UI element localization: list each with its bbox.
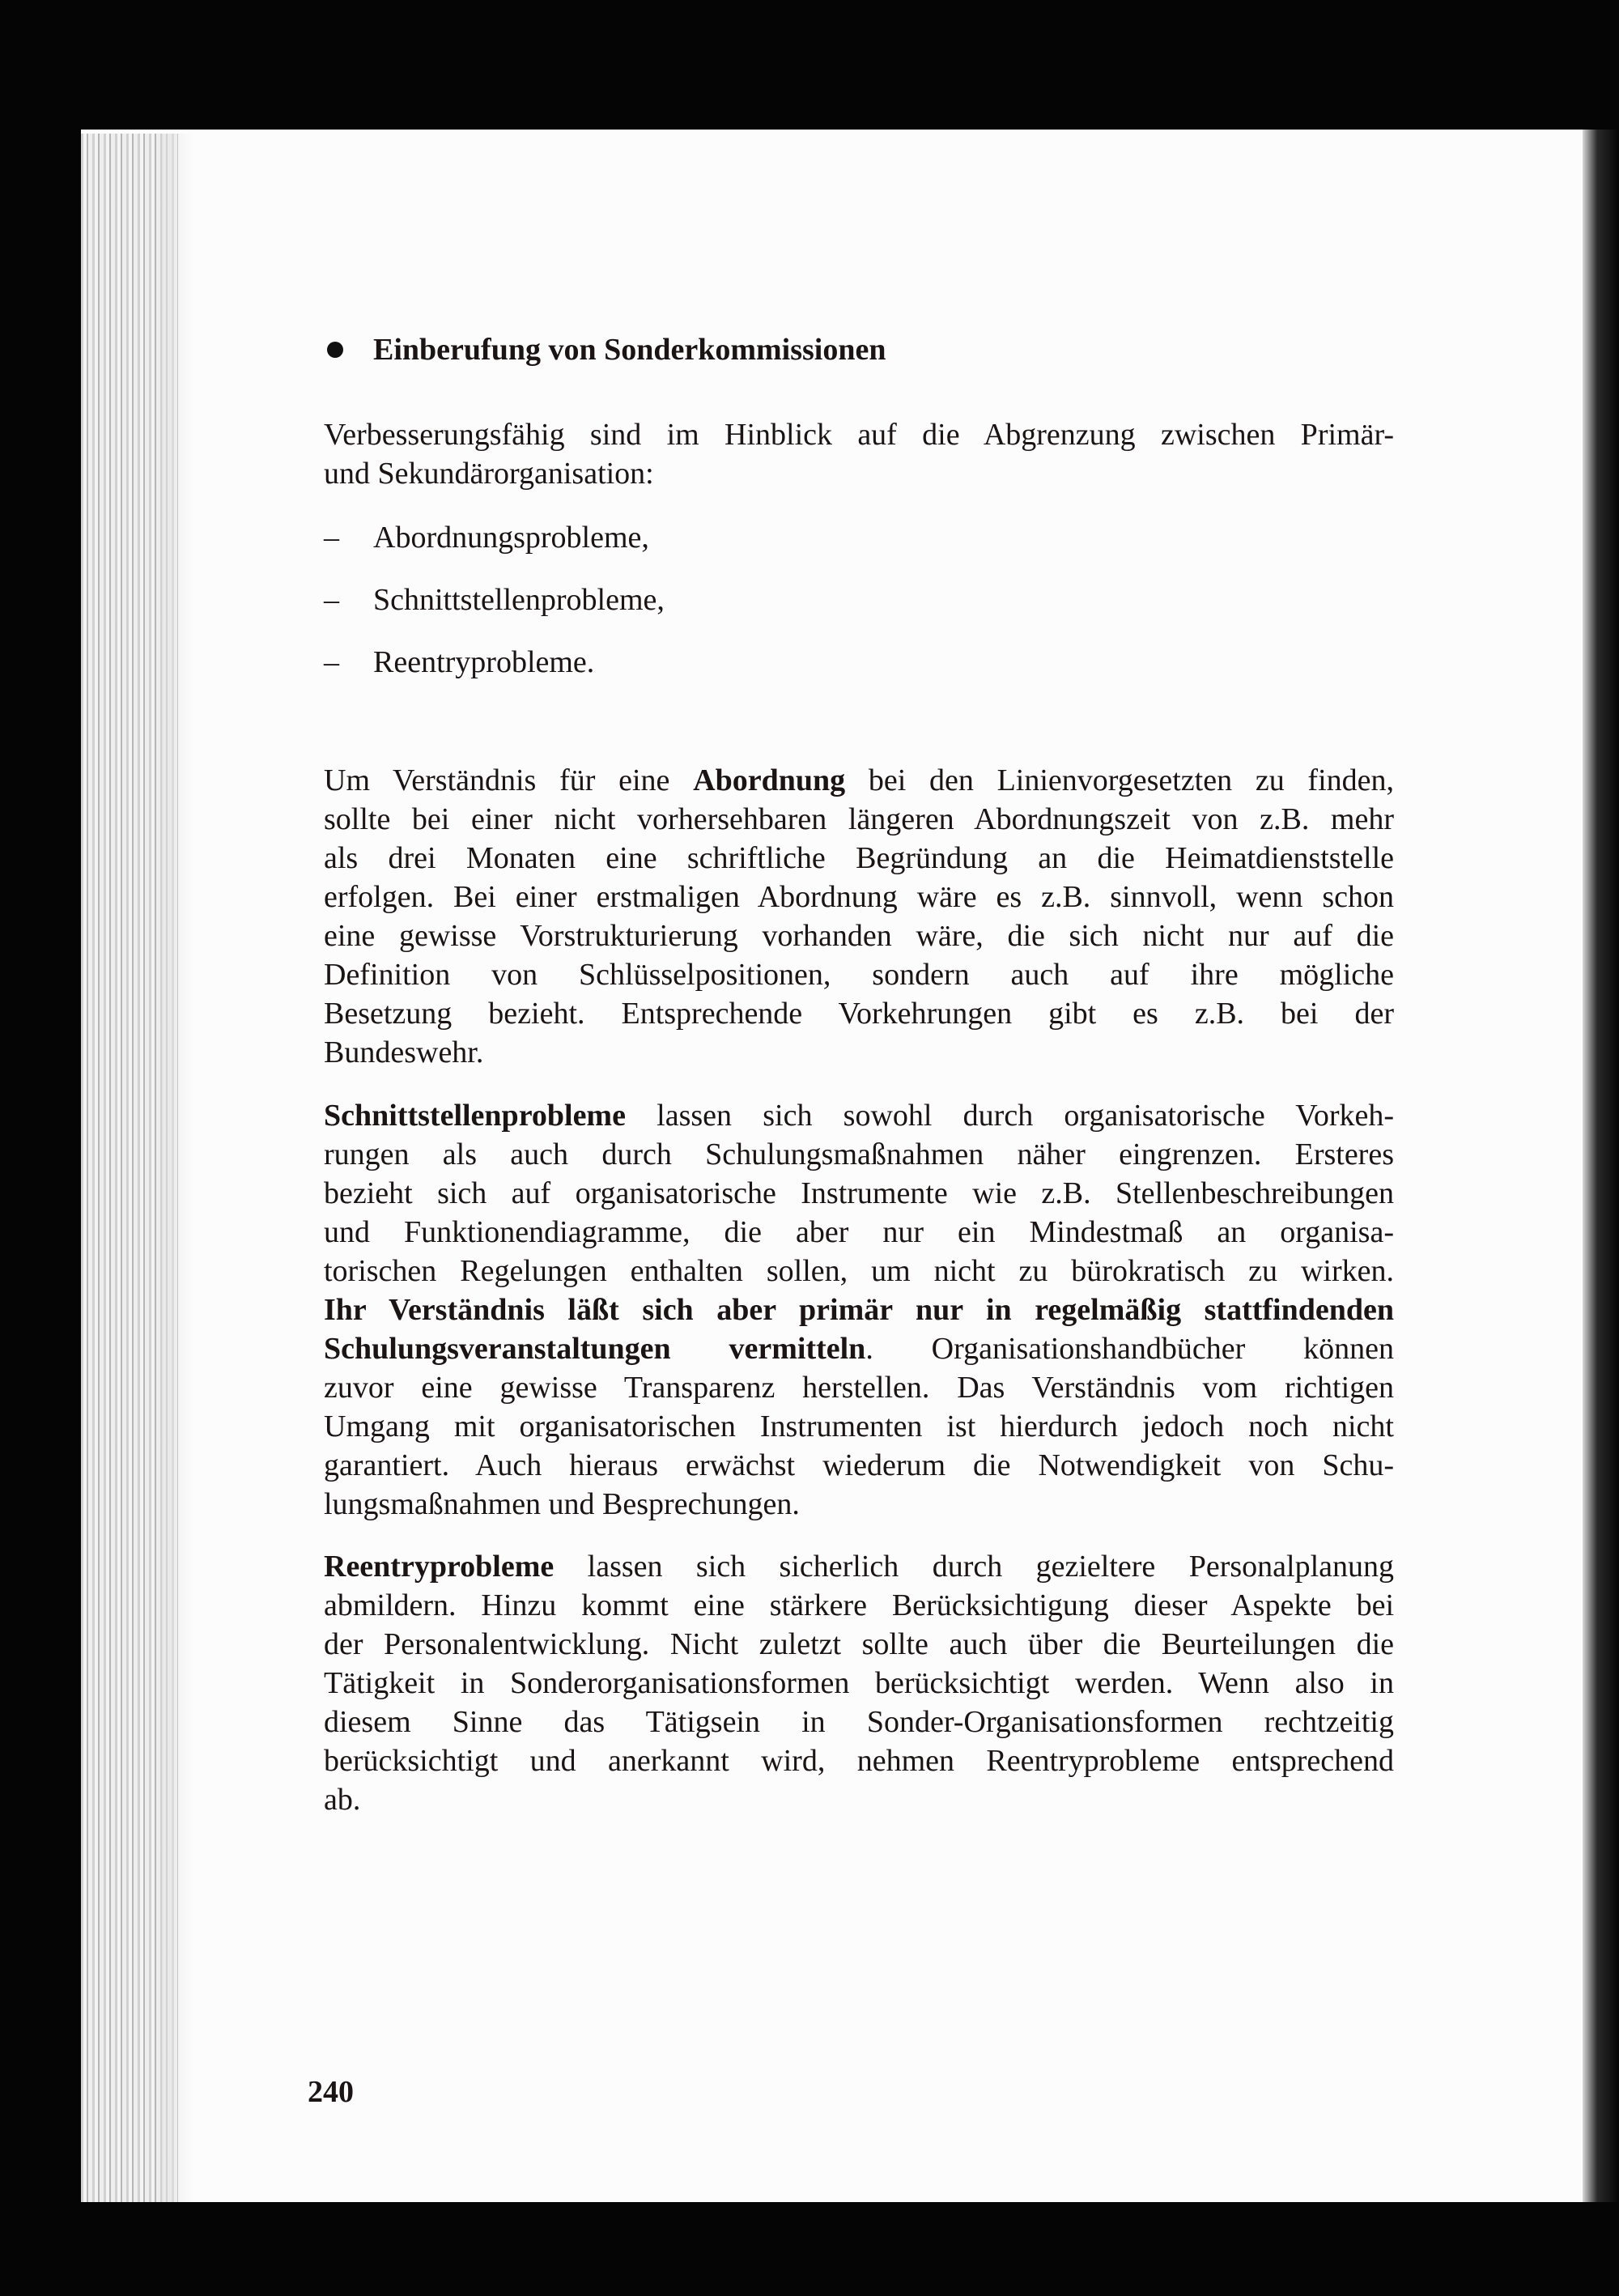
text-run: torischen Regelungen enthalten sollen, um nicht zu bürokratisch zu wirken. [324, 1254, 1394, 1288]
bullet-icon [327, 342, 343, 358]
section-heading [324, 332, 886, 368]
text-run: Bundeswehr. [324, 1035, 484, 1069]
text-line [324, 955, 1394, 994]
text-line [324, 1135, 1394, 1174]
list-item [324, 518, 665, 580]
text-run: Definition von Schlüsselpositionen, sondern auch auf ihre mögliche [324, 958, 1394, 992]
text-line [324, 800, 1394, 839]
line-content [324, 1446, 1394, 1485]
text-line [324, 1625, 1394, 1664]
text-line [324, 1741, 1394, 1780]
text-line [324, 1547, 1394, 1586]
line-content [324, 1485, 1394, 1524]
text-run: ab. [324, 1783, 361, 1817]
line-content [324, 1174, 1394, 1213]
text-line [324, 839, 1394, 878]
text-run: erfolgen. Bei einer erstmaligen Abordnung wäre es z.B. sinnvoll, wenn schon [324, 880, 1394, 914]
text-line [324, 1485, 1394, 1524]
line-content [324, 878, 1394, 916]
text-line [324, 1368, 1394, 1407]
text-run: rungen als auch durch Schulungsmaßnahmen näher eingrenzen. Ersteres [324, 1137, 1394, 1171]
text-run: . Organisationshandbücher können [865, 1332, 1395, 1366]
text-line [324, 1033, 1394, 1072]
text-run: Verbesserungsfähig sind im Hinblick auf die Abgrenzung zwischen Primär- [324, 418, 1394, 452]
line-content [324, 994, 1394, 1033]
text-run: Um Verständnis für eine [324, 763, 694, 797]
list-item-text: Schnittstellenprobleme, [373, 583, 665, 617]
text-run: bei den Linienvorgesetzten zu finden, [845, 763, 1394, 797]
line-content [324, 1033, 1394, 1072]
text-line [324, 1174, 1394, 1213]
text-run: diesem Sinne das Tätigsein in Sonder-Organisationsformen rechtzeitig [324, 1705, 1394, 1739]
line-content [324, 1547, 1394, 1586]
line-content [324, 1213, 1394, 1252]
text-line [324, 1407, 1394, 1446]
text-line [324, 454, 1394, 493]
line-content [324, 916, 1394, 955]
paragraph-reentry [324, 1547, 1394, 1819]
text-run: Tätigkeit in Sonderorganisationsformen berücksichtigt werden. Wenn also in [324, 1666, 1394, 1700]
text-line [324, 1446, 1394, 1485]
text-line [324, 415, 1394, 454]
text-run: der Personalentwicklung. Nicht zuletzt sollte auch über die Beurteilungen die [324, 1627, 1394, 1661]
text-run: abmildern. Hinzu kommt eine stärkere Berücksichtigung dieser Aspekte bei [324, 1588, 1394, 1622]
text-run: lungsmaßnahmen und Besprechungen. [324, 1487, 800, 1521]
list-item-text: Abordnungsprobleme, [373, 521, 649, 555]
page-edge-shadow [162, 134, 194, 2202]
list-item [324, 580, 665, 643]
line-content [324, 1252, 1394, 1290]
line-content [324, 1703, 1394, 1741]
line-content [324, 1741, 1394, 1780]
line-content [324, 1290, 1394, 1329]
text-run: Umgang mit organisatorischen Instrumenten ist hierdurch jedoch noch nicht [324, 1409, 1394, 1444]
bold-term: Schnittstellenprobleme [324, 1099, 626, 1133]
dash: – [324, 521, 339, 555]
text-line [324, 1703, 1394, 1741]
line-content [324, 1664, 1394, 1703]
text-run: zuvor eine gewisse Transparenz herstellen. Das Verständnis vom richtigen [324, 1371, 1394, 1405]
line-content [324, 1368, 1394, 1407]
list-item [324, 643, 665, 705]
text-run: Besetzung bezieht. Entsprechende Vorkehrungen gibt es z.B. bei der [324, 997, 1394, 1031]
line-content [324, 1407, 1394, 1446]
paragraph-schnittstellen [324, 1096, 1394, 1524]
text-run: lassen sich sicherlich durch gezieltere Personalplanung [554, 1550, 1394, 1584]
line-content [324, 955, 1394, 994]
line-content [324, 1096, 1394, 1135]
line-content [324, 1625, 1394, 1664]
line-content [324, 1329, 1394, 1368]
text-run: und Funktionendiagramme, die aber nur ein Mindestmaß an organisa- [324, 1215, 1394, 1249]
text-run: und Sekundärorganisation: [324, 457, 654, 491]
text-line [324, 1252, 1394, 1290]
line-content [324, 800, 1394, 839]
intro-paragraph [324, 415, 1394, 493]
bold-term: Schulungsveranstaltungen vermitteln [324, 1332, 866, 1366]
line-content [324, 1780, 1394, 1819]
dash: – [324, 583, 339, 617]
text-run: eine gewisse Vorstrukturierung vorhanden wäre, die sich nicht nur auf die [324, 919, 1394, 953]
line-content [324, 839, 1394, 878]
text-run: bezieht sich auf organisatorische Instrumente wie z.B. Stellenbeschreibungen [324, 1176, 1394, 1210]
text-line [324, 1290, 1394, 1329]
line-content [324, 1586, 1394, 1625]
text-run: berücksichtigt und anerkannt wird, nehmen Reentryprobleme entsprechend [324, 1744, 1394, 1778]
dash: – [324, 645, 339, 679]
text-line [324, 916, 1394, 955]
text-line [324, 761, 1394, 800]
list-item-text: Reentryprobleme. [373, 645, 595, 679]
line-content [324, 761, 1394, 800]
text-line [324, 1780, 1394, 1819]
book-right-edge [1583, 130, 1619, 2202]
text-run: lassen sich sowohl durch organisatorische Vorkeh- [625, 1099, 1394, 1133]
text-line [324, 1586, 1394, 1625]
text-run: als drei Monaten eine schriftliche Begründung an die Heimatdienststelle [324, 841, 1394, 875]
bold-term: Ihr Verständnis läßt sich aber primär nur in regelmäßig stattfindenden [324, 1293, 1394, 1327]
text-line [324, 1213, 1394, 1252]
bold-term: Abordnung [693, 763, 846, 797]
bold-term: Reentryprobleme [324, 1550, 555, 1584]
text-line [324, 1329, 1394, 1368]
page-number: 240 [308, 2075, 354, 2109]
line-content [324, 415, 1394, 454]
text-line [324, 878, 1394, 916]
paragraph-abordnung [324, 761, 1394, 1072]
line-content [324, 454, 1394, 493]
line-content [324, 1135, 1394, 1174]
text-line [324, 1096, 1394, 1135]
text-run: garantiert. Auch hieraus erwächst wiederum die Notwendigkeit von Schu- [324, 1448, 1394, 1482]
problem-list [324, 518, 665, 705]
text-line [324, 994, 1394, 1033]
text-line [324, 1664, 1394, 1703]
text-run: sollte bei einer nicht vorhersehbaren längeren Abordnungszeit von z.B. mehr [324, 802, 1394, 836]
heading-text: Einberufung von Sonderkommissionen [373, 333, 886, 367]
